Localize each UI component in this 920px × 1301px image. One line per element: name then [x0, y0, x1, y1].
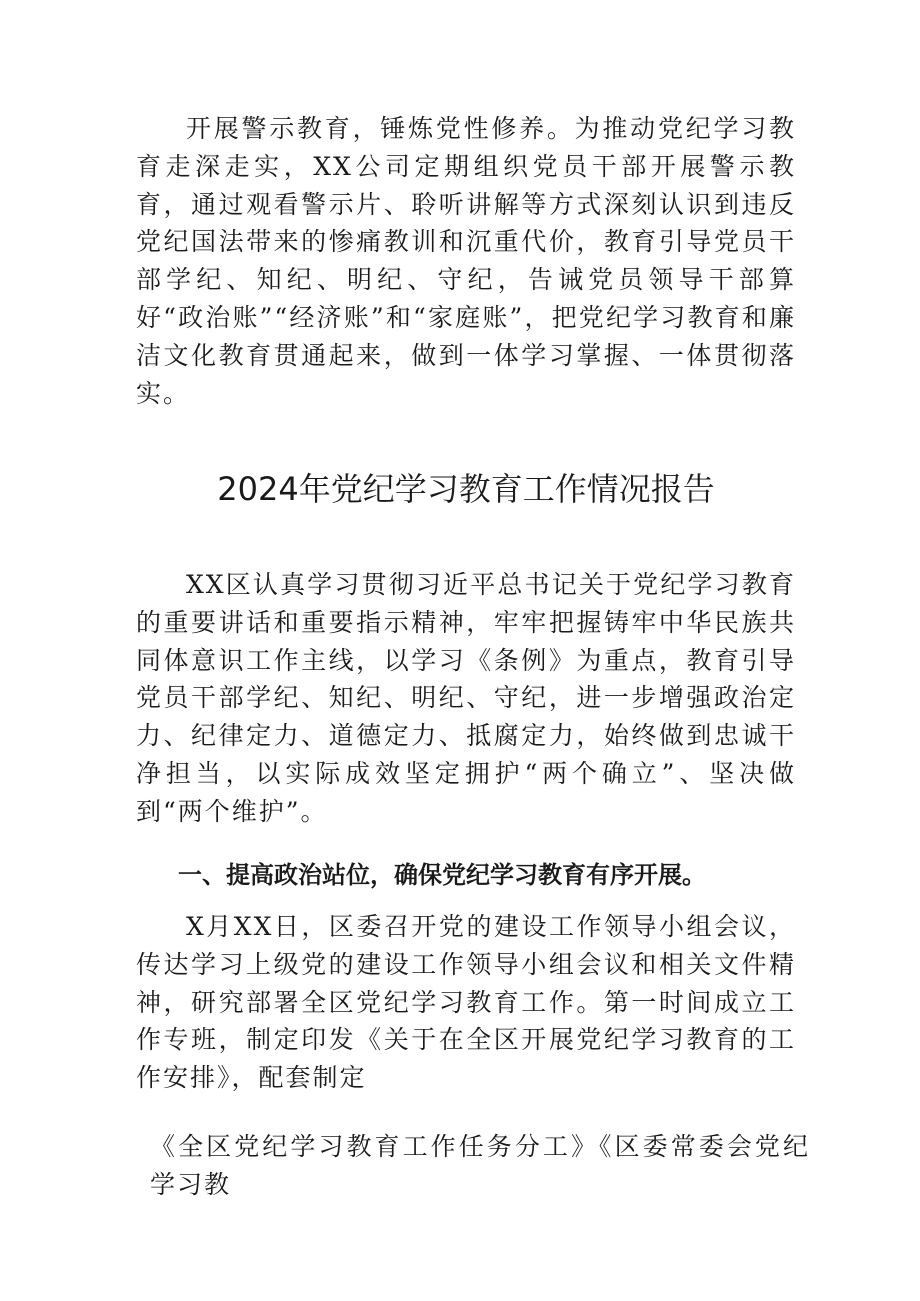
- continued-paragraph: 《全区党纪学习教育工作任务分工》《区委常委会党纪学习教: [150, 1132, 810, 1199]
- section-heading-1: 一、提高政治站位，确保党纪学习教育有序开展。: [178, 861, 706, 889]
- intro-paragraph: XX区认真学习贯彻习近平总书记关于党纪学习教育的重要讲话和重要指示精神，牢牢把握铸牢中华民族共同体意识工作主线，以学习《条例》为重点，教育引导党员干部学纪、知纪、明纪、守纪，进一步增强政治定力、纪律定力、道德定力、抵腐定力，始终做到忠诚干净担当，以实际成效坚定拥护“两个确立”、坚决做到“两个维护”。: [136, 570, 796, 826]
- warning-education-paragraph: 开展警示教育，锤炼党性修养。为推动党纪学习教育走深走实，XX公司定期组织党员干部开展警示教育，通过观看警示片、聆听讲解等方式深刻认识到违反党纪国法带来的惨痛教训和沉重代价，教育引导党员干部学纪、知纪、明纪、守纪，告诫党员领导干部算好“政治账”“经济账”和“家庭账”，把党纪学习教育和廉洁文化教育贯通起来，做到一体学习掌握、一体贯彻落实。: [136, 114, 796, 408]
- report-title: 2024年党纪学习教育工作情况报告: [217, 470, 715, 508]
- meeting-paragraph: X月XX日，区委召开党的建设工作领导小组会议，传达学习上级党的建设工作领导小组会议和相关文件精神，研究部署全区党纪学习教育工作。第一时间成立工作专班，制定印发《关于在全区开展党纪学习教育的工作安排》，配套制定: [136, 912, 796, 1093]
